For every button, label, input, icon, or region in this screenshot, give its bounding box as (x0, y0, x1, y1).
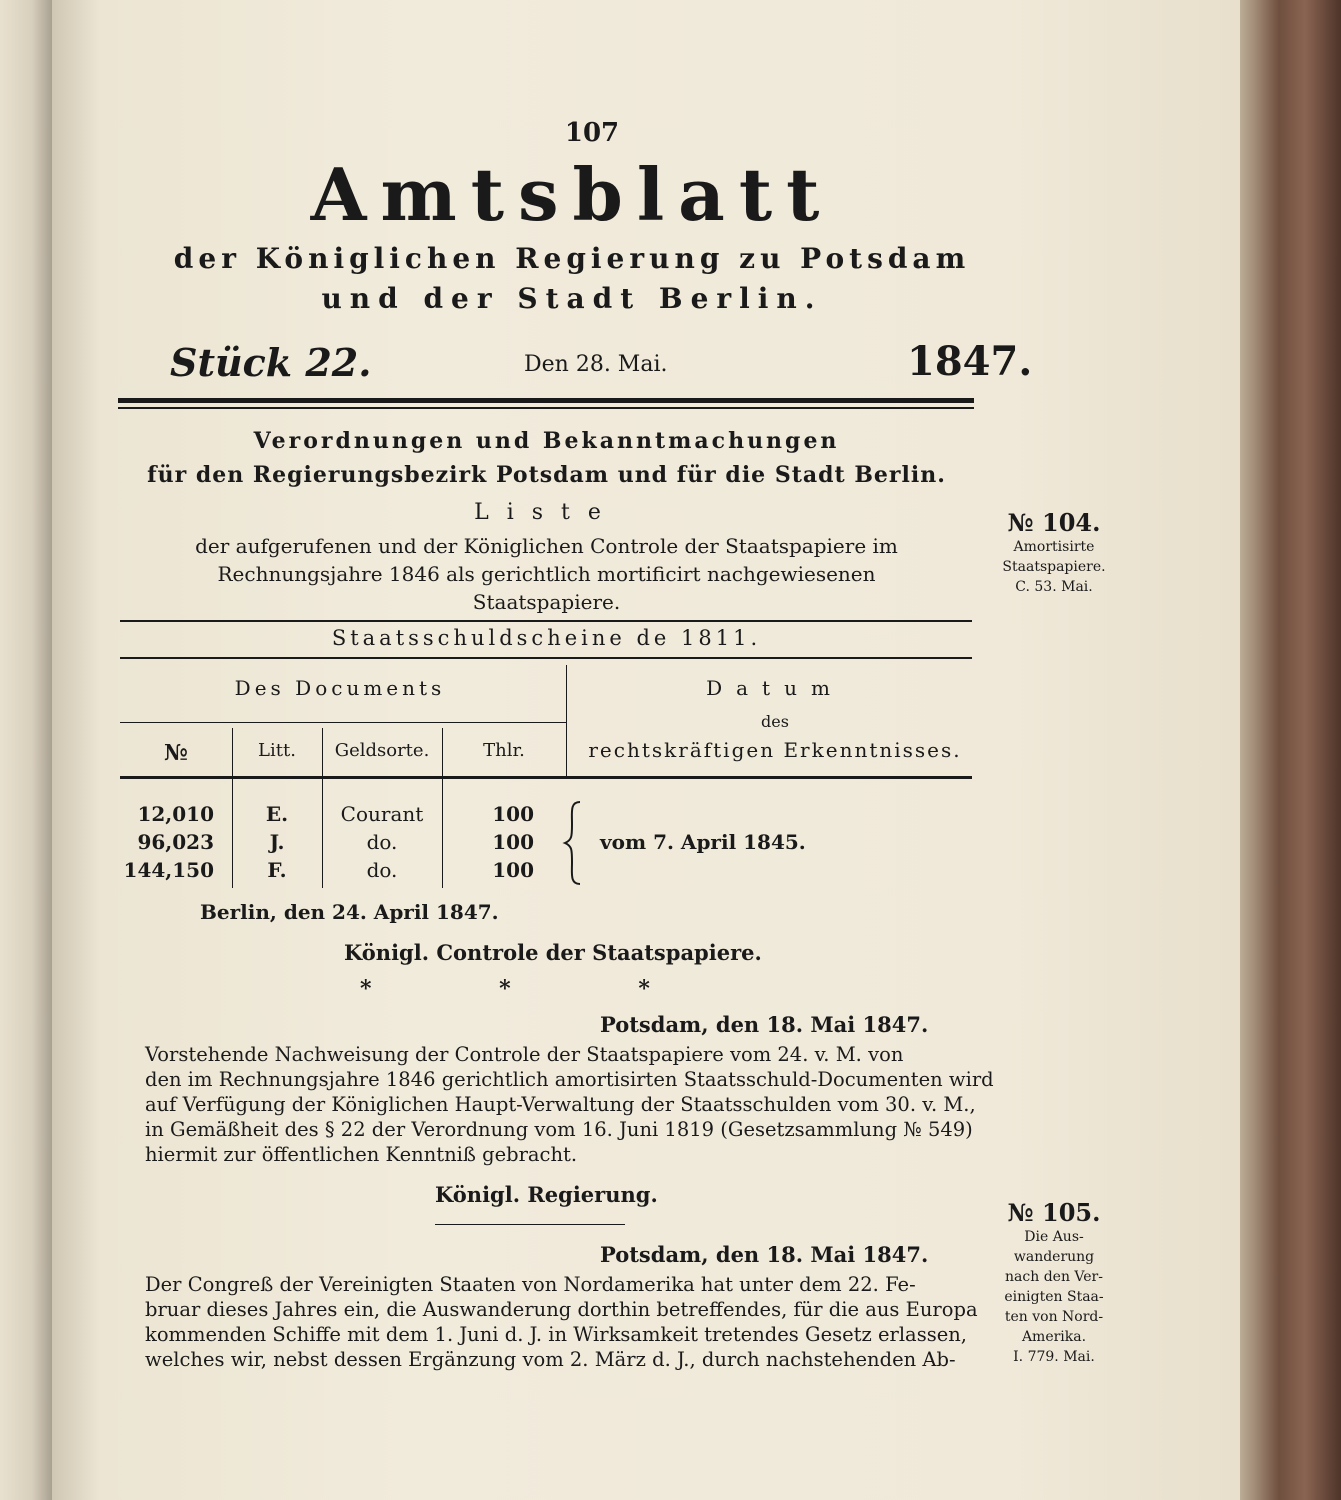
place-date: Potsdam, den 18. Mai 1847. (600, 1012, 929, 1037)
table-rule (120, 776, 972, 779)
section-rule (435, 1224, 625, 1225)
document-page (52, 0, 1240, 1500)
table-cell-litt: E. (265, 802, 289, 826)
margin-note-105 (984, 1198, 1124, 1367)
table-cell-thlr: 100 (492, 858, 534, 882)
issue-year: 1847. (907, 338, 1033, 385)
column-header-thlr: Thlr. (483, 740, 525, 761)
table-datum-erkenntnisses: rechtskräftigen Erkenntnisses. (588, 738, 962, 762)
authority-signature: Königl. Controle der Staatspapiere. (344, 940, 762, 965)
body-line: Der Congreß der Vereinigten Staaten von Nordamerika hat unter dem 22. Fe- (145, 1273, 916, 1296)
table-col-rule (566, 665, 567, 777)
body-line: Vorstehende Nachweisung der Controle der Staatspapiere vom 24. v. M. von (145, 1043, 904, 1066)
margin-note-line: einigten Staa- (1004, 1289, 1104, 1305)
table-datum-value: vom 7. April 1845. (600, 830, 806, 854)
masthead-subtitle-2: und der Stadt Berlin. (321, 282, 823, 315)
table-rule (120, 722, 566, 723)
margin-note-number: № 105. (1007, 1198, 1101, 1227)
margin-note-line: I. 779. Mai. (1013, 1349, 1095, 1365)
table-rule (120, 620, 972, 622)
margin-note-line: C. 53. Mai. (1015, 579, 1093, 595)
body-line: in Gemäßheit des § 22 der Verordnung vom 16. Juni 1819 (Gesetzsammlung № 549) (145, 1118, 973, 1141)
section-separator: * * * (360, 976, 710, 1002)
body-line: welches wir, nebst dessen Ergänzung vom 2. März d. J., durch nachstehenden Ab- (145, 1348, 956, 1371)
table-col-rule (322, 728, 323, 888)
column-header-nr: № (164, 740, 188, 766)
page-number: 107 (564, 118, 620, 148)
liste-description-line: Rechnungsjahre 1846 als gerichtlich mortificirt nachgewiesenen (217, 562, 876, 586)
table-col-rule (232, 728, 233, 888)
table-rule (120, 657, 972, 659)
table-cell-geldsorte: do. (366, 858, 398, 882)
book-spine-edge (0, 0, 58, 1500)
body-line: bruar dieses Jahres ein, die Auswanderung dorthin betreffendes, für die aus Europa (145, 1298, 978, 1321)
margin-note-line: ten von Nord- (1004, 1309, 1104, 1325)
table-datum-header: Datum (706, 676, 844, 700)
header-rule-thin (118, 407, 974, 409)
body-line: kommenden Schiffe mit dem 1. Juni d. J. in Wirksamkeit tretendes Gesetz erlassen, (145, 1323, 967, 1346)
margin-note-line: wanderung (1013, 1249, 1095, 1265)
authority-signature: Königl. Regierung. (435, 1182, 658, 1207)
notice-body (145, 1272, 978, 1372)
margin-note-104 (984, 508, 1124, 597)
book-page-edges (1238, 0, 1341, 1500)
margin-note-line: Amerika. (1021, 1329, 1087, 1345)
liste-description-line: Staatspapiere. (472, 590, 621, 614)
table-cell-thlr: 100 (492, 830, 534, 854)
table-cell-geldsorte: Courant (340, 802, 424, 826)
table-col-rule (442, 728, 443, 888)
place-date: Potsdam, den 18. Mai 1847. (600, 1242, 929, 1267)
table-cell-nr: 96,023 (137, 830, 214, 854)
table-cell-litt: F. (267, 858, 287, 882)
place-date: Berlin, den 24. April 1847. (200, 900, 499, 924)
table-cell-litt: J. (269, 830, 285, 854)
liste-description (114, 532, 979, 616)
masthead-title: Amtsblatt (310, 152, 834, 237)
margin-note-line: Amortisirte (1013, 539, 1095, 555)
body-line: den im Rechnungsjahre 1846 gerichtlich amortisirten Staatsschuld-Documenten wird (145, 1068, 994, 1091)
margin-note-line: Die Aus- (1024, 1229, 1084, 1245)
curly-brace (562, 800, 584, 886)
column-header-geldsorte: Geldsorte. (334, 740, 430, 761)
masthead-subtitle-1: der Königlichen Regierung zu Potsdam (173, 242, 971, 275)
issue-date: Den 28. Mai. (524, 352, 668, 377)
table-cell-nr: 144,150 (123, 858, 214, 882)
table-cell-thlr: 100 (492, 802, 534, 826)
column-header-litt: Litt. (258, 740, 296, 761)
body-line: hiermit zur öffentlichen Kenntniß gebracht. (145, 1143, 578, 1166)
section-subheading: für den Regierungsbezirk Potsdam und für die Stadt Berlin. (147, 462, 946, 488)
table-title: Staatsschuldscheine de 1811. (331, 626, 762, 650)
table-cell-nr: 12,010 (137, 802, 214, 826)
header-rule-thick (118, 398, 974, 403)
liste-heading: Liste (474, 500, 619, 525)
liste-description-line: der aufgerufenen und der Königlichen Controle der Staatspapiere im (195, 534, 898, 558)
margin-note-number: № 104. (1007, 508, 1101, 537)
table-cell-geldsorte: do. (366, 830, 398, 854)
table-datum-des: des (761, 712, 789, 731)
body-line: auf Verfügung der Königlichen Haupt-Verwaltung der Staatsschulden vom 30. v. M., (145, 1093, 976, 1116)
margin-note-line: nach den Ver- (1005, 1269, 1103, 1285)
margin-note-line: Staatspapiere. (1002, 559, 1106, 575)
issue-number: Stück 22. (170, 340, 372, 385)
section-heading: Verordnungen und Bekanntmachungen (253, 428, 840, 454)
notice-body (145, 1042, 994, 1167)
table-group-header: Des Documents (234, 676, 446, 700)
